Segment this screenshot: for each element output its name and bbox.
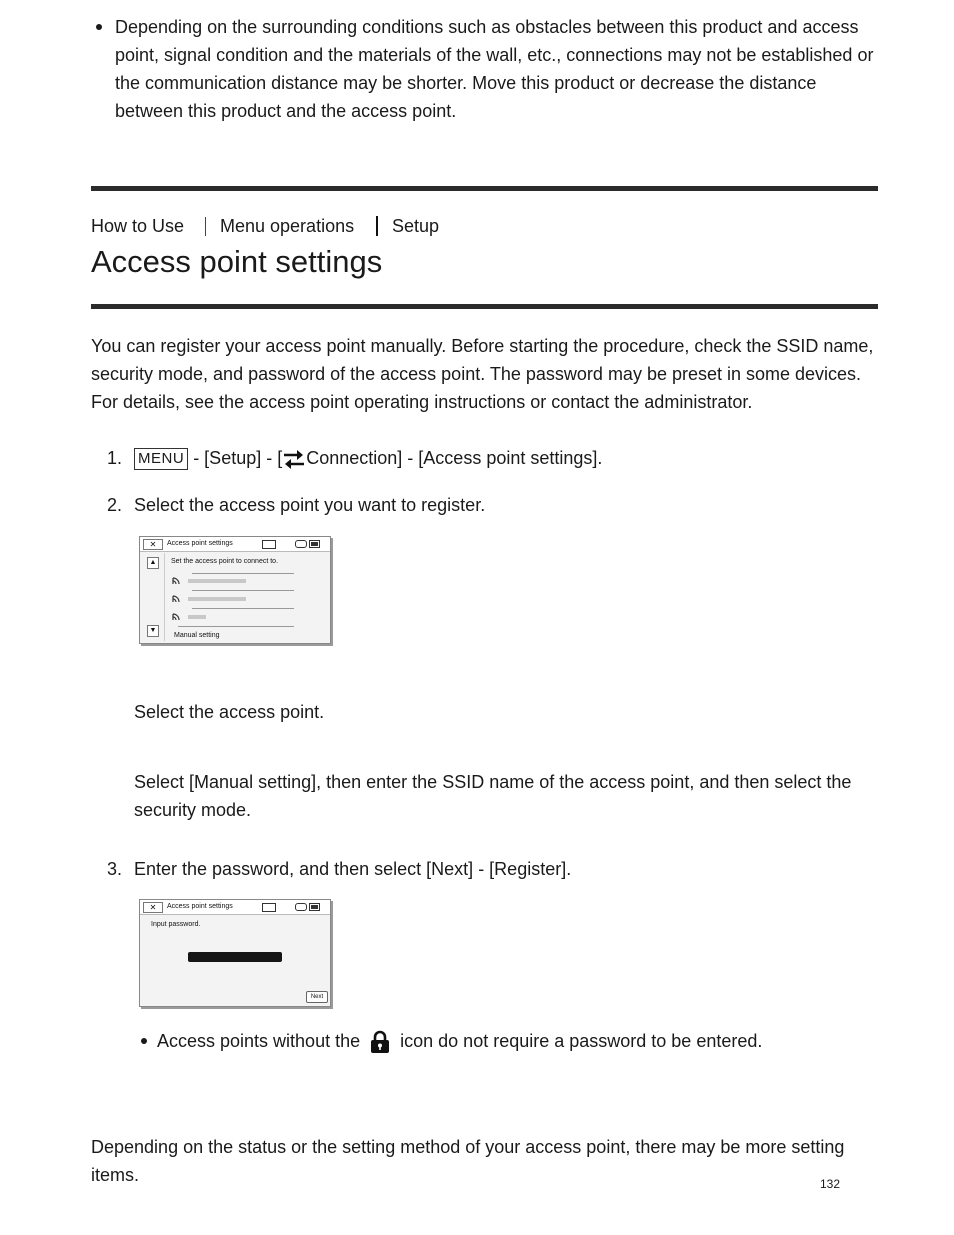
connection-arrows-icon bbox=[282, 447, 306, 471]
breadcrumb bbox=[91, 212, 591, 240]
divider bbox=[192, 608, 294, 609]
access-point-list-screen bbox=[139, 536, 331, 644]
step-2-text: Select the access point you want to register. bbox=[134, 495, 486, 515]
manual-setting-item[interactable]: Manual setting bbox=[174, 632, 220, 639]
battery-icon bbox=[309, 540, 320, 548]
battery-icon bbox=[309, 903, 320, 911]
bullet-dot bbox=[96, 24, 102, 30]
access-point-item[interactable] bbox=[188, 597, 246, 601]
lock-bullet-text-a: Access points without the bbox=[157, 1031, 361, 1051]
divider bbox=[192, 590, 294, 591]
title-rule bbox=[91, 304, 878, 309]
note-select-access-point: Select the access point. bbox=[134, 702, 325, 722]
password-field[interactable] bbox=[188, 952, 282, 962]
page-number: 132 bbox=[820, 1177, 841, 1191]
note-manual-setting: Select [Manual setting], then enter the SSID name of the access point, and then select the security mode. bbox=[134, 772, 852, 820]
closing-paragraph: Depending on the status or the setting method of your access point, there may be more setting items. bbox=[91, 1137, 845, 1185]
breadcrumb-setup[interactable]: Setup bbox=[392, 216, 440, 236]
intro-bullet-text: Depending on the surrounding conditions such as obstacles between this product and access point, signal condition and the materials of the wall, etc., connections may not be established or the communication distance may be shorter. Move this product or decrease the distance between this product and the access point. bbox=[115, 17, 874, 121]
memory-icon bbox=[295, 540, 307, 548]
breadcrumb-separator bbox=[376, 216, 378, 236]
page-title: Access point settings bbox=[91, 244, 383, 279]
intro-paragraph: You can register your access point manually. Before starting the procedure, check the SSID name, security mode, and password of the access point. The password may be preset in some devices. For details, see the access point operating instructions or contact the administrator. bbox=[91, 336, 874, 412]
step-3-number: 3. bbox=[107, 859, 123, 879]
screen-titlebar bbox=[140, 900, 330, 915]
bullet-dot bbox=[141, 1038, 147, 1044]
access-point-item[interactable] bbox=[188, 579, 246, 583]
lock-icon bbox=[369, 1030, 391, 1054]
lock-bullet-text bbox=[157, 1027, 877, 1055]
screen-title: Access point settings bbox=[167, 903, 233, 910]
breadcrumb-separator bbox=[205, 217, 206, 236]
scroll-track bbox=[164, 553, 165, 641]
wifi-icon bbox=[172, 577, 180, 585]
step-1-text-a: - [Setup] - [ bbox=[193, 448, 283, 468]
menu-icon: MENU bbox=[134, 448, 188, 470]
scroll-down-button[interactable]: ▼ bbox=[147, 625, 159, 637]
wifi-icon bbox=[172, 613, 180, 621]
divider bbox=[178, 626, 294, 627]
lock-bullet-text-b: icon do not require a password to be entered. bbox=[400, 1031, 763, 1051]
memory-icon bbox=[295, 903, 307, 911]
step-1 bbox=[134, 444, 874, 472]
breadcrumb-menu-operations[interactable]: Menu operations bbox=[220, 216, 355, 236]
close-icon[interactable]: ✕ bbox=[143, 902, 163, 913]
breadcrumb-how-to-use[interactable]: How to Use bbox=[91, 216, 185, 236]
step-3-text: Enter the password, and then select [Next] - [Register]. bbox=[134, 859, 572, 879]
camera-mode-icon bbox=[262, 540, 276, 549]
screen-title: Access point settings bbox=[167, 540, 233, 547]
next-button[interactable]: Next bbox=[306, 991, 328, 1003]
access-point-item[interactable] bbox=[188, 615, 206, 619]
top-rule bbox=[91, 186, 878, 191]
wifi-icon bbox=[172, 595, 180, 603]
step-1-number: 1. bbox=[107, 448, 123, 468]
camera-mode-icon bbox=[262, 903, 276, 912]
close-icon[interactable]: ✕ bbox=[143, 539, 163, 550]
password-input-screen bbox=[139, 899, 331, 1007]
step-1-text-b: Connection] - [Access point settings]. bbox=[306, 448, 603, 468]
screen-titlebar bbox=[140, 537, 330, 552]
screen-prompt: Set the access point to connect to. bbox=[171, 558, 279, 565]
step-2-number: 2. bbox=[107, 495, 123, 515]
screen-prompt: Input password. bbox=[151, 921, 201, 928]
scroll-up-button[interactable]: ▲ bbox=[147, 557, 159, 569]
divider bbox=[192, 573, 294, 574]
